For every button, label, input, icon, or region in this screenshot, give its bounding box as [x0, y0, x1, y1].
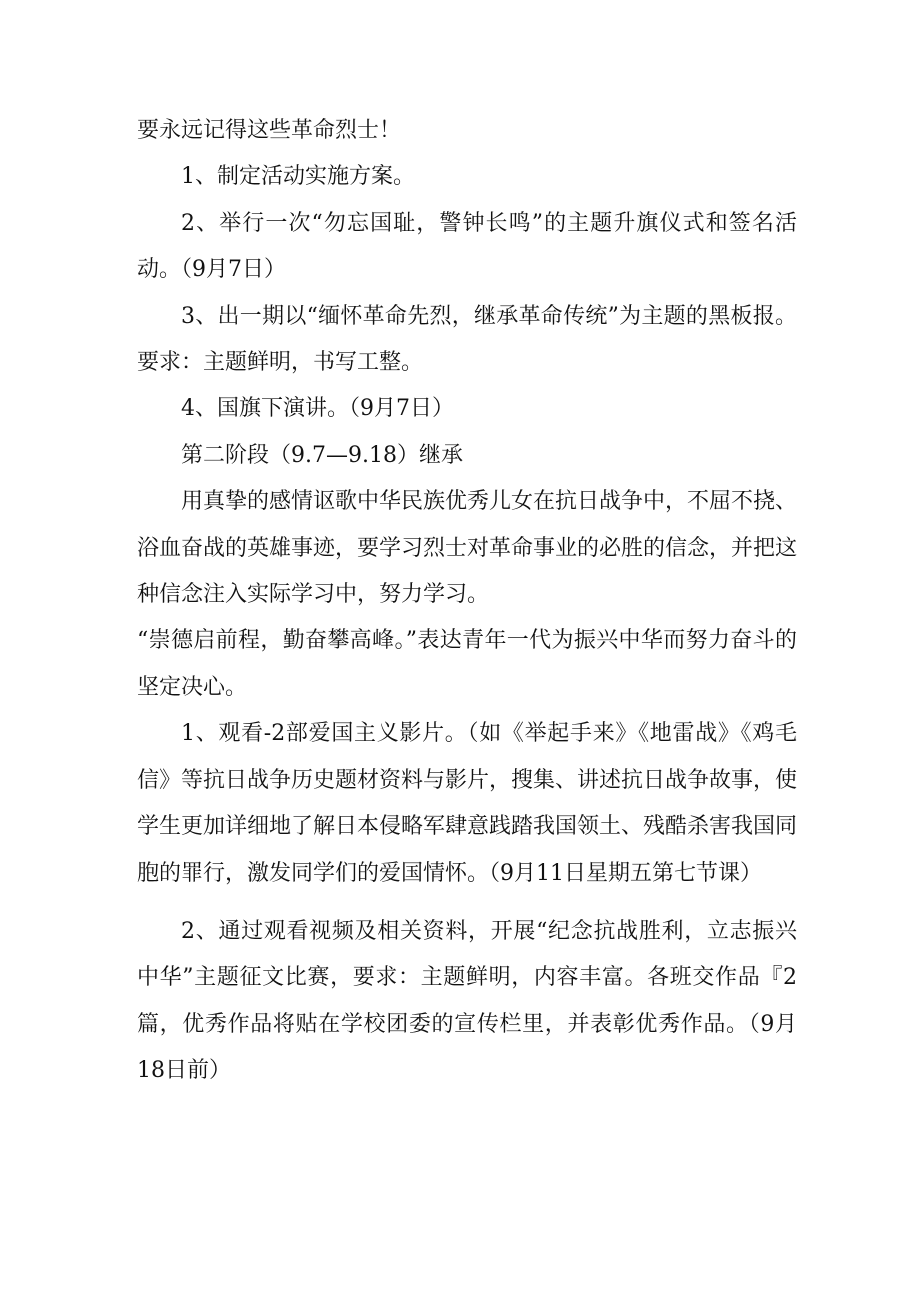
paragraph-closing-line: 要永远记得这些革命烈士！: [137, 118, 402, 143]
paragraph-item-4: 4、国旗下演讲。（9月7日）: [181, 396, 454, 422]
paragraph-stage-two-item-2: 2、通过观看视频及相关资料，开展“纪念抗战胜利，立志振兴中华”主题征文比赛，要求：主题鲜明，内容丰富。各班交作品『2篇，优秀作品将贴在学校团委的宣传栏里，并表彰优秀作品。（9月18日前）: [137, 918, 797, 1084]
paragraph-stage-two-item-1: 1、观看-2部爱国主义影片。（如《举起手来》《地雷战》《鸡毛信》等抗日战争历史题材资料与影片，搜集、讲述抗日战争故事，使学生更加详细地了解日本侵略军肆意践踏我国领土、残酷杀害我国同胞的罪行，激发同学们的爱国情怀。（9月11日星期五第七节课）: [137, 721, 798, 886]
section-heading-stage-two: 第二阶段（9.7—9.18）继承: [181, 442, 463, 468]
document-body: [137, 108, 797, 1095]
paragraph-quote: “崇德启前程，勤奋攀高峰。”表达青年一代为振兴中华而努力奋斗的坚定决心。: [137, 628, 797, 700]
paragraph-stage-two-intro: 用真挚的感情讴歌中华民族优秀儿女在抗日战争中，不屈不挠、浴血奋战的英雄事迹，要学习烈士对革命事业的必胜的信念，并把这种信念注入实际学习中，努力学习。: [137, 489, 798, 608]
paragraph-item-2: 2、举行一次“勿忘国耻，警钟长鸣”的主题升旗仪式和签名活动。（9月7日）: [137, 210, 797, 283]
paragraph-item-1: 1、制定活动实施方案。: [181, 164, 415, 190]
paragraph-item-3: 3、出一期以“缅怀革命先烈，继承革命传统”为主题的黑板报。要求：主题鲜明，书写工整。: [137, 303, 797, 376]
